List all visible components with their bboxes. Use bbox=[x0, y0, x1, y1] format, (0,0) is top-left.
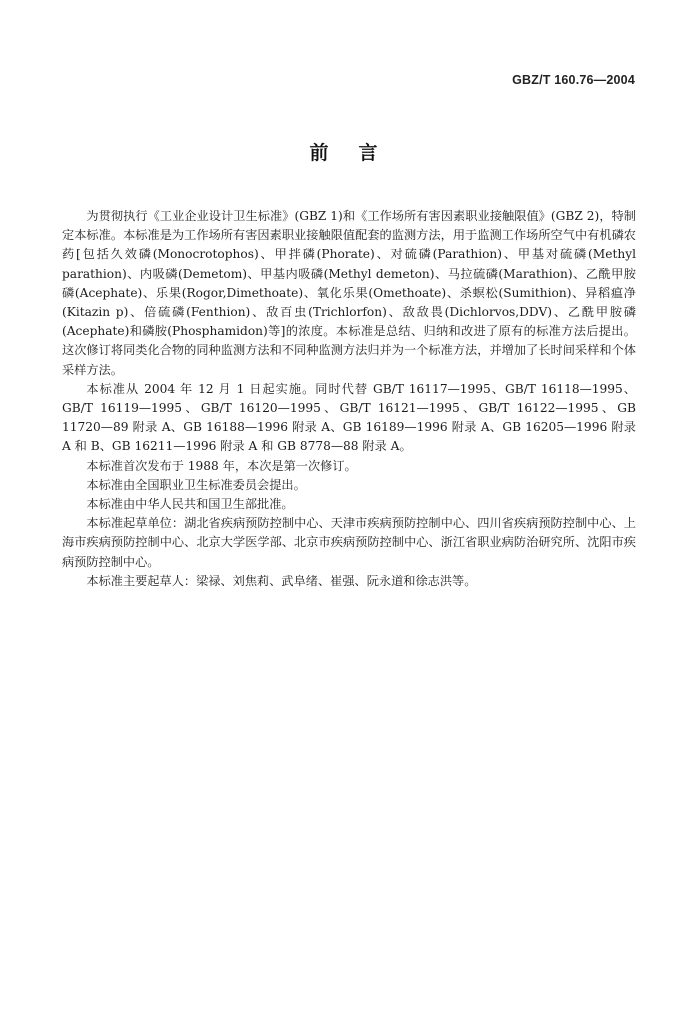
paragraph-first-release: 本标准首次发布于 1988 年，本次是第一次修订。 bbox=[86, 458, 357, 473]
paragraph-approved-by: 本标准由中华人民共和国卫生部批准。 bbox=[86, 497, 294, 512]
paragraph-implementation: 本标准从 2004 年 12 月 1 日起实施。同时代替 GB/T 16117—1995、GB/T 16118—1995、GB/T 16119—1995、GB/T 16120—1995、GB/T 16121—1995、GB/T 16122—1995、GB 11720—89 附录 A、GB 16188—1996 附录 A、GB 16189—1996 附录 A、GB 16205—1996 附录 A 和 B、GB 16211—1996 附录 A 和 GB 8778—88 附录 A。 bbox=[62, 381, 636, 454]
standard-code: GBZ/T 160.76—2004 bbox=[512, 73, 635, 87]
page-title: 前言 bbox=[309, 142, 408, 164]
preface-body bbox=[62, 207, 636, 591]
paragraph-drafters: 本标准主要起草人：梁禄、刘焦莉、武阜绪、崔强、阮永道和徐志洪等。 bbox=[86, 573, 477, 588]
paragraph-purpose: 为贯彻执行《工业企业设计卫生标准》(GBZ 1)和《工作场所有害因素职业接触限值》(GBZ 2)，特制定本标准。本标准是为工作场所有害因素职业接触限值配套的监测方法，用于监测工作场所空气中有机磷农药[包括久效磷(Monocrotophos)、甲拌磷(Phorate)、对硫磷(Parathion)、甲基对硫磷(Methyl parathion)、内吸磷(Demetom)、甲基内吸磷(Methyl demeton)、马拉硫磷(Marathion)、乙酰甲胺磷(Acephate)、乐果(Rogor,Dimethoate)、氧化乐果(Omethoate)、杀螟松(Sumithion)、异稻瘟净(Kitazin p)、倍硫磷(Fenthion)、敌百虫(Trichlorfon)、敌敌畏(Dichlorvos,DDV)、乙酰甲胺磷(Acephate)和磷胺(Phosphamidon)等]的浓度。本标准是总结、归纳和改进了原有的标准方法后提出。这次修订将同类化合物的同种监测方法和不同种监测方法归并为一个标准方法，并增加了长时间采样和个体采样方法。 bbox=[62, 209, 636, 377]
paragraph-drafting-units: 本标准起草单位：湖北省疾病预防控制中心、天津市疾病预防控制中心、四川省疾病预防控制中心、上海市疾病预防控制中心、北京大学医学部、北京市疾病预防控制中心、浙江省职业病防治研究所、沈阳市疾病预防控制中心。 bbox=[62, 516, 636, 569]
paragraph-proposed-by: 本标准由全国职业卫生标准委员会提出。 bbox=[86, 477, 306, 492]
